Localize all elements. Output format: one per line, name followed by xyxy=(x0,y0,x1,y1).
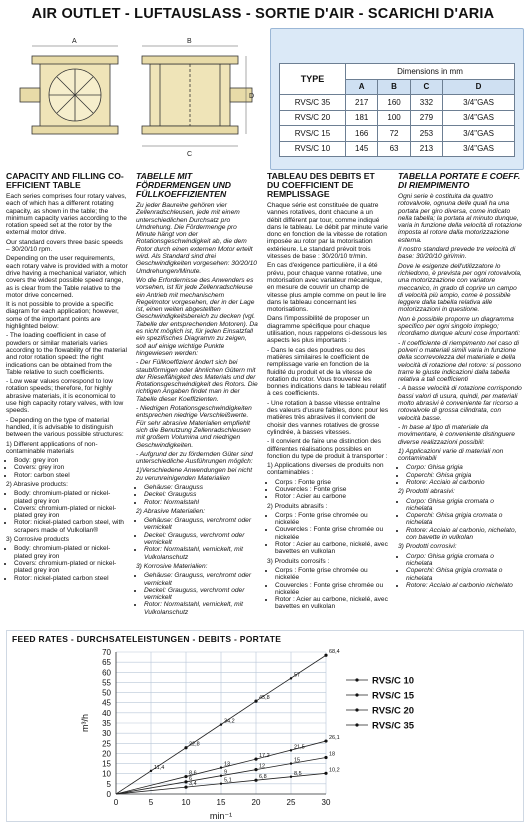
list-heading: 3) Prodotti corrosivi: xyxy=(398,543,457,551)
data-point xyxy=(184,775,187,778)
col-header-b: B xyxy=(378,79,410,95)
list-item: • Gehäuse: Grauguss, verchromt oder vernickelt xyxy=(144,517,258,532)
paragraph: Ogni serie è costituita da quattro rotovalvole, ognuna delle quali ha una portata per giro diversa, come indicato nella tabella; la portata al minuto dunque, varia in funzione della velocità di rotazione imposta al rotore dalla motorizzazione esterna. xyxy=(398,193,522,244)
x-tick-label: 10 xyxy=(181,798,191,807)
y-tick-label: 65 xyxy=(102,658,111,668)
data-label: 68,4 xyxy=(329,649,340,656)
paragraph: En cas d'exigence particulière, il a été prévu, pour chaque vanne rotative, une motorisation avec variateur mécanique, en mesure de couvrir un champ de vitesse plus ample comme on peut le lire dans le tableau concernant les motorisations. xyxy=(267,262,387,314)
data-point xyxy=(290,749,292,751)
data-point xyxy=(254,779,257,782)
list-item: • Body: grey iron xyxy=(14,457,128,464)
row-type: RVS/C 10 xyxy=(280,141,346,157)
x-tick-label: 0 xyxy=(113,798,119,807)
list-item: • Coperchi: Ghisa grigia cromata o nichelata xyxy=(406,512,522,527)
data-point xyxy=(290,762,292,764)
paragraph: Wo die Erfordernisse des Anwenders es vorsehen, ist für jede Zellenradschleuse ein Antrieb mit mechanischem Regelmotor vorgesehen, der in der Lage ist, einen weiten abgestellten Geschwindigkeitsbereich zu decken (vgl. Tabelle der entsprechenden Motoren). Da es nicht möglich ist, für jeden Einsatzfall ein spezifisches Diagramm zu zeigen, soll auf einige wichtige Punkte hingewiesen werden: xyxy=(136,276,258,357)
x-tick-label: 30 xyxy=(321,798,331,807)
paragraph: Zu jeder Baureihe gehören vier Zellenradschleusen, jede mit einem unterschiedlichen Durchsatz pro Umdrehung. Die Fördermenge pro Minute hängt von der Rotationsgeschwindigkeit ab, die dem Rotor durch einen externen Motor erteilt wird. Als Standard sind drei Geschwindigkeiten vorgesehen: 30/20/10 Umdrehungen/Minute. xyxy=(136,202,257,275)
legend-label: RVS/C 15 xyxy=(372,690,415,702)
rotary-valve-drawing xyxy=(10,30,260,160)
material-list xyxy=(398,464,522,486)
paragraph: Dans l'impossibilité de proposer un diagramme spécifique pour chaque utilisation, nous rappelons ci-dessous les aspects les plus importants : xyxy=(267,315,387,345)
list-heading: 2) Produits abrasifs : xyxy=(267,502,328,510)
cell-d: 3/4"GAS xyxy=(443,126,515,142)
cell-c: 213 xyxy=(410,141,442,157)
y-tick-label: 20 xyxy=(102,749,111,759)
data-point xyxy=(254,699,257,702)
list-item: • Deckel: Grauguss xyxy=(144,491,258,498)
data-point xyxy=(184,780,187,783)
list-heading: 3) Produits corrosifs : xyxy=(267,557,330,565)
paragraph: - Il convient de faire une distinction des différentes réalisations possibles en fonction du type de produit à transporter : xyxy=(267,438,388,460)
dimensions-header: Dimensions in mm xyxy=(346,64,515,80)
material-list xyxy=(136,572,258,616)
material-list xyxy=(267,567,389,611)
bearing-left xyxy=(20,88,40,102)
y-tick-label: 15 xyxy=(102,759,111,769)
cell-c: 279 xyxy=(410,110,442,126)
material-list xyxy=(6,545,128,581)
list-item: • Corpo: Ghisa grigia cromata o nichelata xyxy=(406,553,522,568)
data-label: 15 xyxy=(294,757,301,764)
cell-c: 332 xyxy=(410,95,442,111)
legend-marker xyxy=(355,723,358,726)
y-tick-label: 25 xyxy=(102,739,111,749)
list-item: • Deckel: Grauguss, verchromt oder vernickelt xyxy=(144,587,258,602)
data-point xyxy=(324,756,327,759)
legend-marker xyxy=(355,678,358,681)
list-item: • Rotor: Normalstahl xyxy=(144,499,258,506)
english-heading: CAPACITY AND FILLING CO-EFFICIENT TABLE xyxy=(6,171,124,190)
paragraph: - A basse velocità di rotazione corrispondo bassi valori di usura, quindi, per materiali molto abrasivi è conveniente far ricorso a rotovalvole di grossa cilindrata, con velocità basse. xyxy=(398,385,522,422)
italian-column xyxy=(398,172,522,591)
legend-label: RVS/C 10 xyxy=(372,675,415,687)
paragraph: Our standard covers three basic speeds – 30/20/10 rpm. xyxy=(6,238,123,254)
y-tick-label: 55 xyxy=(102,678,111,688)
table-row xyxy=(280,110,515,126)
german-heading: TABELLE MIT FÖRDERMENGEN UND FÜLLKOEFFIZIENTEN xyxy=(136,171,232,199)
list-item: • Corpo: Ghisa grigia cromata o nichelata xyxy=(406,498,522,513)
list-item: • Corps : Fonte grise chromée ou nickelée xyxy=(275,567,389,582)
data-label: 9 xyxy=(224,769,228,776)
paragraph: - Aufgrund der zu fördernden Güter sind unterschiedliche Ausführungen möglich: xyxy=(136,450,253,466)
cell-d: 3/4"GAS xyxy=(443,110,515,126)
list-item: • Rotor: carbon steel xyxy=(14,472,128,479)
front-bottom-flange xyxy=(142,126,238,134)
chart-title: FEED RATES - DURCHSATELEISTUNGEN - DEBITS - PORTATE xyxy=(12,634,282,644)
list-item: • Corps : Fonte grise xyxy=(275,479,389,486)
dim-label-a: A xyxy=(72,38,77,45)
front-view xyxy=(142,56,255,134)
list-item: • Deckel: Grauguss, verchromt oder vernickelt xyxy=(144,532,258,547)
page-title: AIR OUTLET - LUFTAUSLASS - SORTIE D'AIR - SCARICHI D'ARIA xyxy=(31,6,495,22)
paragraph: - Der Füllkoeffizient ändert sich bei staubförmigen oder ähnlichen Gütern mit der Rieselfähigkeit des Materials und der Rotationsgeschwindigkeit des Rotors. Die richtigen Angaben findet man in der Tabelle dieser Koeffizienten. xyxy=(136,359,258,403)
row-type: RVS/C 35 xyxy=(280,95,346,111)
paragraph: - Dans le cas des poudres ou des matières similaires le coefficient de remplissage varie en fonction de la fluidité du produit et de la vitesse de rotation du rotor. Vous trouverez les bonnes indications dans le tableau relatif à ces coefficients. xyxy=(267,346,387,398)
paragraph: Il nostro standard prevede tre velocità di base: 30/20/10 giri/min. xyxy=(398,246,516,261)
german-column xyxy=(136,172,258,618)
list-heading: 2) Prodotti abrasivi: xyxy=(398,488,455,496)
material-list xyxy=(136,517,258,561)
list-item: • Rotore: Acciaio al carbonio xyxy=(406,479,522,486)
dimensions-table-panel xyxy=(270,28,524,170)
col-header-c: C xyxy=(410,79,442,95)
material-list xyxy=(136,484,258,506)
list-heading: 2) Abrasive products: xyxy=(6,480,68,488)
list-item: • Couvercles : Fonte grise chromée ou nickelée xyxy=(275,582,389,597)
paragraph: Non è possibile proporre un diagramma specifico per ogni singolo impiego; ricordiamo dunque alcuni cose importanti: xyxy=(398,315,521,338)
list-item: • Rotor: nickel-plated carbon steel xyxy=(14,575,128,582)
table-row xyxy=(280,95,515,111)
paragraph: - Une rotation à basse vitesse entraîne des valeurs d'usure faibles, donc pour les matières très abrasives il convient de choisir des vannes rotatives de grosse cylindrée, à basses vitesses. xyxy=(267,399,389,436)
cell-a: 145 xyxy=(346,141,378,157)
data-point xyxy=(324,739,327,742)
y-tick-label: 45 xyxy=(102,698,111,708)
paragraph: Dove le esigenze dell'utilizzatore lo richiedono, è prevista per ogni rotovalvola, una motorizzazione con variatore meccanico, in grado di coprire un campo di velocità più ampio, come è possibile leggere dalla tabella relativa alle motorizzazioni in questione. xyxy=(398,262,522,314)
data-label: 21,5 xyxy=(294,744,305,751)
list-item: • Covers: chromium-plated or nickel-plated grey iron xyxy=(14,505,128,520)
top-flange xyxy=(32,56,118,64)
french-column xyxy=(267,172,389,613)
x-tick-label: 5 xyxy=(148,798,154,807)
x-tick-label: 15 xyxy=(216,798,226,807)
list-item: • Couvercles : Fonte grise chromée ou nickelée xyxy=(275,526,389,541)
paragraph: Each series comprises four rotary valves, each of which has a different rotating capacity, as shown in the table; the minimum capacity varies according to the rotation speed set at the rotor by the external motor drive. xyxy=(6,193,127,237)
data-label: 6,8 xyxy=(259,774,267,781)
paragraph: It is not possible to provide a specific diagram for each application; however, some of the important points are highlighted below: xyxy=(6,301,119,331)
data-point xyxy=(150,770,152,772)
list-heading: 2) Abrasive Materialien: xyxy=(136,507,206,515)
list-heading: 3) Korrosive Materialien: xyxy=(136,562,208,570)
paragraph: Depending on the user requirements, each rotary valve is provided with a motor drive having a mechanical variator, which covers the widest possible speed range, as is clear from the Table relative to the motor drive concerned. xyxy=(6,255,128,299)
list-item: • Rotor: nickel-plated carbon steel, with scrapers made of Vulkollan® xyxy=(14,519,128,534)
paragraph: - Niedrigen Rotationsgeschwindigkeiten entsprechen niedrige Verschleißwerte. Für sehr abrasive Materialien empfiehlt sich die Benutzung Zellenradschleusen mit großem Volumina und niedrigen Geschwindigkeiten. xyxy=(136,405,252,449)
list-item: • Rotor: Normalstahl, vernickelt, mit Vulkolanschutz xyxy=(144,546,258,561)
row-type: RVS/C 20 xyxy=(280,110,346,126)
list-item: • Corps : Fonte grise chromée ou nickelée xyxy=(275,512,389,527)
list-item: • Corpo: Ghisa grigia xyxy=(406,464,522,471)
legend-label: RVS/C 35 xyxy=(372,720,415,732)
material-list xyxy=(6,457,128,479)
data-point xyxy=(184,746,187,749)
col-header-a: A xyxy=(346,79,378,95)
material-list xyxy=(6,490,128,534)
paragraph: - The loading coefficient in case of powders or similar materials varies according to the flowability of the material and rotor rotation speed: the right indications can be obtained from the Table relative to such coefficients. xyxy=(6,332,127,376)
data-label: 10,2 xyxy=(329,767,340,774)
data-point xyxy=(220,766,222,768)
data-label: 6 xyxy=(189,775,193,782)
dimensions-table xyxy=(279,63,515,157)
list-item: • Covers: chromium-plated or nickel-plated grey iron xyxy=(14,560,128,575)
bottom-flange xyxy=(32,126,118,134)
feed-rate-chart xyxy=(6,630,522,820)
list-item: • Body: chromium-plated or nickel-plated grey iron xyxy=(14,545,128,560)
table-row xyxy=(280,141,515,157)
list-item: • Coperchi: Ghisa grigia xyxy=(406,472,522,479)
y-tick-label: 40 xyxy=(102,708,111,718)
data-point xyxy=(254,768,257,771)
list-item: • Body: chromium-plated or nickel-plated grey iron xyxy=(14,490,128,505)
cell-a: 217 xyxy=(346,95,378,111)
cell-d: 3/4"GAS xyxy=(443,141,515,157)
data-label: 12 xyxy=(259,763,266,770)
dim-label-b: B xyxy=(187,38,192,45)
paragraph: - Low wear values correspond to low rotation speeds; therefore, for highly abrasive materials, it is economical to use high capacity rotary valves, with low speeds. xyxy=(6,378,124,415)
list-item: • Rotor : Acier au carbone xyxy=(275,493,389,500)
y-axis-label: m³/h xyxy=(80,714,90,732)
data-point xyxy=(220,782,222,784)
data-label: 3,4 xyxy=(189,781,197,788)
material-list xyxy=(267,512,389,556)
list-item: • Rotore: Acciaio al carbonio, nichelato, con bavette in vulkolan xyxy=(406,527,522,542)
data-point xyxy=(220,775,222,777)
front-top-flange xyxy=(142,56,238,64)
data-point xyxy=(220,723,222,725)
data-point xyxy=(254,758,257,761)
data-point xyxy=(290,776,292,778)
data-label: 57 xyxy=(294,672,301,679)
french-heading: TABLEAU DES DEBITS ET DU COEFFICIENT DE REMPLISSAGE xyxy=(267,171,375,199)
x-tick-label: 25 xyxy=(286,798,296,807)
table-row xyxy=(280,126,515,142)
paragraph: - Il coefficiente di riempimento nel caso di polveri o materiali simili varia in funzione della scorrevolezza del materiale e della velocità di rotazione del rotore: si possono trarre le giuste indicazioni dalla tabella relativa a tali coefficienti xyxy=(398,339,522,384)
material-list xyxy=(398,498,522,542)
data-point xyxy=(184,786,187,789)
paragraph: - Depending on the type of material handled, it is advisable to distinguish between the various possible structures: xyxy=(6,416,124,439)
data-point xyxy=(324,654,327,657)
y-tick-label: 10 xyxy=(102,769,111,779)
data-label: 17,2 xyxy=(259,753,270,760)
x-axis-label: min⁻¹ xyxy=(209,811,233,820)
y-tick-label: 60 xyxy=(102,668,111,678)
data-label: 18 xyxy=(329,751,336,758)
data-label: 26,1 xyxy=(329,735,340,742)
legend-label: RVS/C 20 xyxy=(372,705,415,717)
y-tick-label: 0 xyxy=(106,790,111,799)
legend-marker xyxy=(355,708,358,711)
data-label: 34,2 xyxy=(224,718,235,725)
dim-label-d: D xyxy=(249,93,255,100)
material-list xyxy=(398,553,522,589)
english-column xyxy=(6,172,128,584)
cell-d: 3/4"GAS xyxy=(443,95,515,111)
list-item: • Rotor: Normalstahl, vernickelt, mit Vulkolanschutz xyxy=(144,601,258,616)
cell-b: 160 xyxy=(378,95,410,111)
cell-b: 63 xyxy=(378,141,410,157)
list-item: • Gehäuse: Grauguss, verchromt oder vernickelt xyxy=(144,572,258,587)
cell-a: 166 xyxy=(346,126,378,142)
row-type: RVS/C 15 xyxy=(280,126,346,142)
data-label: 8,6 xyxy=(189,770,197,777)
list-item: • Rotore: Acciaio al carbonio nichelato xyxy=(406,582,522,589)
dim-label-c: C xyxy=(187,151,193,158)
paragraph: - In base al tipo di materiale da movimentare, è conveniente distinguere diverse realizzazioni possibili: xyxy=(398,423,515,446)
data-label: 13 xyxy=(224,761,231,768)
list-heading: 1) Applicazioni varie di materiali non contaminabili xyxy=(398,447,504,463)
y-tick-label: 35 xyxy=(102,719,111,728)
list-item: • Couvercles : Fonte grise xyxy=(275,486,389,493)
list-heading: 1) Applications diverses de produits non contaminables : xyxy=(267,462,384,477)
list-item: • Rotor : Acier au carbone, nickelé, avec bavettes en vulkolan xyxy=(275,596,389,611)
data-label: 45,8 xyxy=(259,695,270,702)
list-item: • Coperchi: Ghisa grigia cromata o nichelata xyxy=(406,567,522,582)
y-tick-label: 70 xyxy=(102,648,111,657)
paragraph: Chaque série est constituée de quatre vannes rotatives, dont chacune a un débit différent par tour, comme indiqué dans le tableau. Le débit par minute varie donc en fonction de la vitesse de rotation imposée au rotor par la motorisation extérieure. Le standard prévoit trois vitesses de base : 30/20/10 tr/min. xyxy=(267,202,388,261)
list-item: • Covers: grey iron xyxy=(14,464,128,471)
legend-marker xyxy=(355,693,358,696)
data-label: 11,4 xyxy=(154,764,165,771)
cell-c: 253 xyxy=(410,126,442,142)
material-list xyxy=(267,479,389,501)
cell-b: 72 xyxy=(378,126,410,142)
list-item: • Gehäuse: Grauguss xyxy=(144,484,258,491)
list-heading: 1) Different applications of non-contaminable materials xyxy=(6,440,98,455)
data-label: 5,1 xyxy=(224,777,232,784)
type-header: TYPE xyxy=(280,64,346,95)
y-tick-label: 50 xyxy=(102,688,111,698)
list-heading: 3) Corrosive products xyxy=(6,536,70,544)
x-tick-label: 20 xyxy=(251,798,261,807)
y-tick-label: 30 xyxy=(102,729,111,739)
data-point xyxy=(324,772,327,775)
y-tick-label: 5 xyxy=(106,779,111,789)
list-heading: 1)Verschiedene Anwendungen bei nicht zu verunreinigenden Materialien xyxy=(136,467,253,482)
list-item: • Rotor : Acier au carbone, nickelé, avec bavettes en vulkolan xyxy=(275,541,389,556)
italian-heading: TABELLA PORTATE E COEFF. DI RIEMPIMENTO xyxy=(398,171,521,190)
cell-b: 100 xyxy=(378,110,410,126)
data-label: 8,5 xyxy=(294,770,302,777)
data-point xyxy=(290,677,292,679)
col-header-d: D xyxy=(443,79,515,95)
cell-a: 181 xyxy=(346,110,378,126)
side-view xyxy=(20,56,118,134)
data-label: 22,8 xyxy=(189,741,200,748)
